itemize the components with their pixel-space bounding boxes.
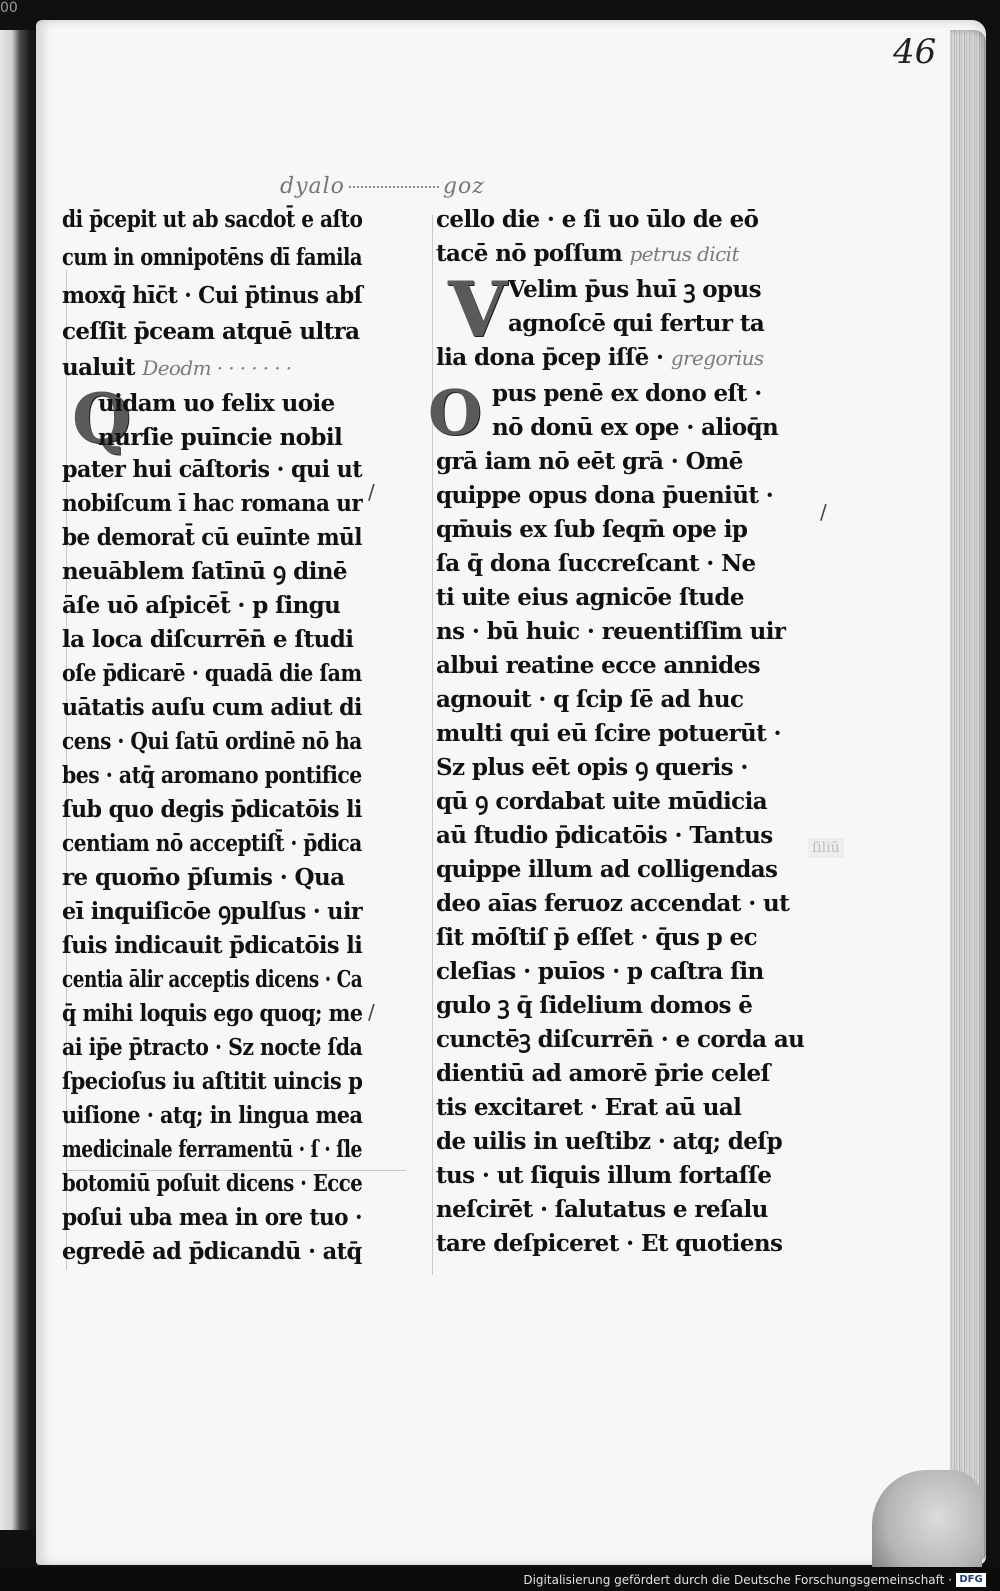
text-line: eī inquiſicōe ꝯpulſus · uir <box>62 898 363 925</box>
text-line: de uilis in ueſtibz · atq; deſp <box>436 1128 783 1155</box>
text-line: nō donū ex ope · alioq̄n <box>492 414 779 441</box>
text-line: uidam uo felix uoie <box>98 390 335 417</box>
text-line: qm̄uis ex ſub ſeqm̄ ope ip <box>436 516 748 543</box>
text-line: poſui uba mea in ore tuo · <box>62 1204 362 1231</box>
text-line: neſcirēt · ſalutatus e reſalu <box>436 1196 768 1223</box>
text-line: tis excitaret · Erat aū ual <box>436 1094 742 1121</box>
text-line: ſuis indicauit p̄dicatōis li <box>62 932 363 959</box>
text-line: ſa q̄ dona ſuccreſcant · Ne <box>436 550 756 577</box>
text-line: Sz plus eēt opis ꝯ queris · <box>436 754 748 781</box>
text-line <box>436 240 739 268</box>
running-head-right: goz <box>442 174 485 199</box>
text-line: ſit mōſtiſ p̄ eſſet · q̄us p ec <box>436 924 757 951</box>
text-line: cleſias · puīos · p caſtra ſin <box>436 958 764 985</box>
text-line: ai ip̄e p̄tracto · Sz nocte ſda <box>62 1034 363 1061</box>
text-line: ceſſit p̄ceam atquē ultra <box>62 318 360 345</box>
text-line: pus penē ex dono eſt · <box>492 380 762 407</box>
initial-v: V <box>448 265 507 354</box>
text-line-part: ualuit <box>62 354 143 381</box>
initial-o: O <box>428 376 483 449</box>
text-line: ſpecioſus iu aſtitit uincis p <box>62 1068 363 1095</box>
text-line: nurſie puīncie nobil <box>98 424 343 451</box>
text-line: āſe uō aſpicēt̄ · p ſingu <box>62 592 341 619</box>
footer-bar <box>0 1567 1000 1591</box>
text-line: quippe illum ad colligendas <box>436 856 778 883</box>
margin-stroke: / <box>368 480 375 504</box>
running-head-gap <box>349 186 439 188</box>
text-line: dientiū ad amorē p̄rie celeſ <box>436 1060 770 1087</box>
text-line: cum in omnipotēns dī famila <box>62 244 362 271</box>
corner-label: 00 <box>0 0 18 16</box>
text-line: pater hui cāſtoris · qui ut <box>62 456 362 483</box>
text-line: centia ālir acceptis dicens · Ca <box>62 966 363 993</box>
text-line: q̄ mihi loquis ego quoq; me <box>62 1000 363 1027</box>
text-line: centiam nō acceptiſt̄ · p̄dica <box>62 830 362 857</box>
text-line: agnouit · q ſcip ſē ad huc <box>436 686 744 713</box>
text-line: ns · bū huic · reuentiſſim uir <box>436 618 786 645</box>
text-line: Velim p̄us huī ꝫ opus <box>508 276 761 303</box>
text-line: agnoſcē qui fertur ta <box>508 310 765 337</box>
margin-note: ſiliū <box>808 838 844 858</box>
text-line: be demorat̄ cū euīnte mūl <box>62 524 362 551</box>
dfg-logo-icon: DFG <box>956 1573 986 1587</box>
running-head <box>280 174 485 199</box>
text-line: cunctēꝫ diſcurrēn̄ · e corda au <box>436 1026 805 1053</box>
text-line: qū ꝯ cordabat uite mūdicia <box>436 788 768 815</box>
margin-stroke: / <box>820 500 827 524</box>
text-line <box>62 354 292 382</box>
text-line: di p̄cepit ut ab sacdot̄ e aſto <box>62 206 363 233</box>
margin-stroke: / <box>368 1000 375 1024</box>
rubric-deodm: Deodm · · · · · · · <box>142 356 292 380</box>
text-line: cens · Qui ſatū ordinē nō ha <box>62 728 362 755</box>
text-line: grā iam nō eēt grā · Omē <box>436 448 743 475</box>
text-line: ti uite eius agnicōe ſtude <box>436 584 744 611</box>
ruling-line <box>432 215 433 1275</box>
text-line: botomiū poſuit dicens · Ecce <box>62 1170 363 1197</box>
text-line-part: lia dona p̄cep iſſē · <box>436 344 671 371</box>
text-line: uiſione · atq; in lingua mea <box>62 1102 363 1129</box>
text-line: cello die · e ſi uo ūlo de eō <box>436 206 759 233</box>
text-line: neuāblem ſatīnū ꝯ dinē <box>62 558 347 585</box>
funding-credit: Digitalisierung gefördert durch die Deutsche Forschungsgemeinschaft · <box>523 1573 952 1587</box>
text-line: ſub quo degis p̄dicatōis li <box>62 796 362 823</box>
text-line-part: tacē nō poſſum <box>436 240 630 267</box>
text-line: la loca diſcurrēn̄ e ſtudi <box>62 626 354 653</box>
rubric-gregorius: gregorius <box>670 346 764 370</box>
text-line: quippe opus dona p̄ueniūt · <box>436 482 774 509</box>
text-line: moxq̄ hīc̄t · Cui p̄tinus abſ <box>62 282 363 309</box>
text-line: bes · atq̄ aromano pontifice <box>62 762 362 789</box>
text-line <box>436 344 764 372</box>
text-line: egredē ad p̄dicandū · atq̄ <box>62 1238 362 1265</box>
text-line: aū ſtudio p̄dicatōis · Tantus <box>436 822 773 849</box>
folio-number: 46 <box>893 32 937 72</box>
text-line: tare deſpiceret · Et quotiens <box>436 1230 783 1257</box>
page-edges <box>950 30 986 1560</box>
running-head-left: dyalo <box>280 174 345 199</box>
text-line: deo aīas feruoz accendat · ut <box>436 890 790 917</box>
text-line: gulo ꝫ q̄ ſidelium domos ē <box>436 992 753 1019</box>
text-line: oſe p̄dicarē · quadā die ſam <box>62 660 362 687</box>
text-line: re quom̄o p̄ſumis · Qua <box>62 864 345 891</box>
rubric-petrus: petrus dicit <box>629 242 739 266</box>
initial-q: Q <box>72 379 132 459</box>
text-line: tus · ut ſiquis illum fortaſſe <box>436 1162 772 1189</box>
text-line: multi qui eū ſcire potuerūt · <box>436 720 781 747</box>
text-line: uātatis auſu cum adiut di <box>62 694 362 721</box>
text-line: albui reatine ecce annides <box>436 652 760 679</box>
text-line: medicinale ferramentū · ſ · ſle <box>62 1136 362 1163</box>
text-line: nobiſcum ī hac romana ur <box>62 490 363 517</box>
